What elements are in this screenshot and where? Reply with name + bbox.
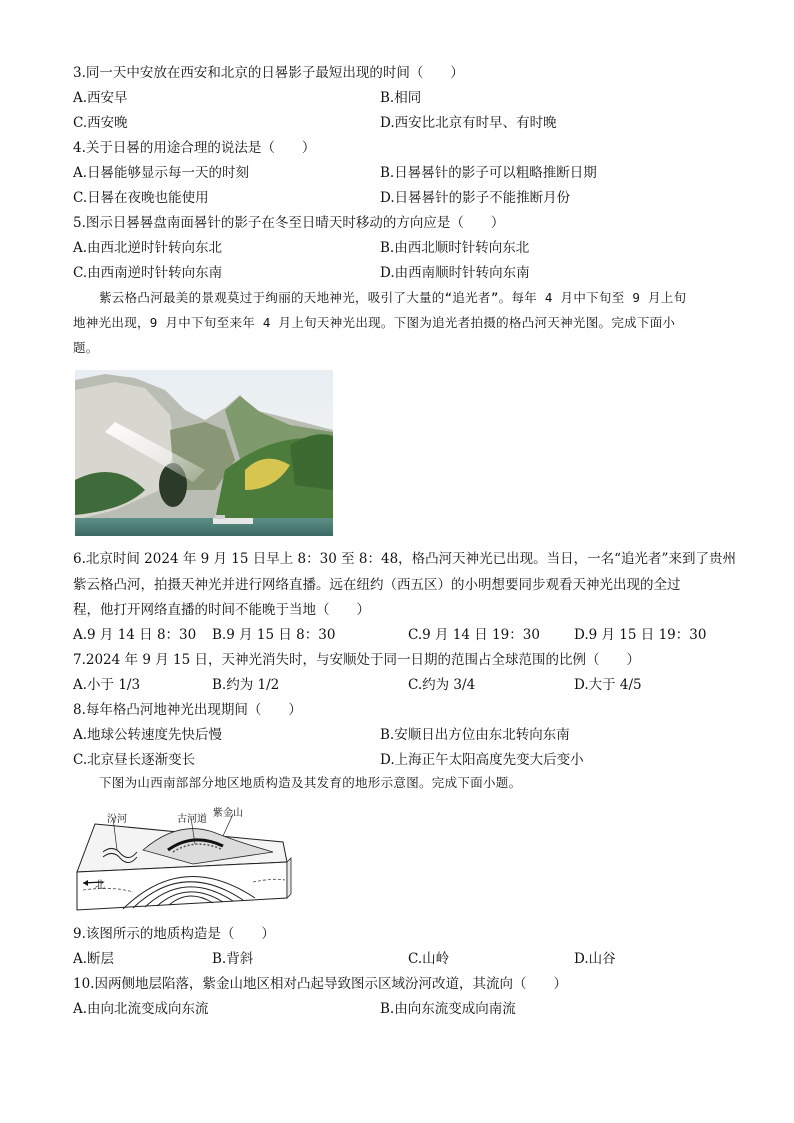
question-4-option-b: B.日晷晷针的影子可以粗略推断日期 [380, 165, 597, 181]
question-3-stem: 3.同一天中安放在西安和北京的日晷影子最短出现的时间（ ） [73, 65, 464, 81]
passage-shanxi [73, 770, 723, 795]
question-6-stem-line-1: 6.北京时间 2024 年 9 月 15 日早上 8：30 至 8：48，格凸河天神光已出现。当日，一名“追光者”来到了贵州 [73, 551, 736, 567]
question-3-option-b: B.相同 [380, 90, 422, 106]
passage-line-3: 题。 [73, 340, 99, 355]
question-4-option-d: D.日晷晷针的影子不能推断月份 [380, 190, 571, 206]
question-6-stem-line-2: 紫云格凸河，拍摄天神光并进行网络直播。远在纽约（西五区）的小明想要同步观看天神光出现的全过 [73, 577, 681, 593]
passage-line-1: 紫云格凸河最美的景观莫过于绚丽的天地神光，吸引了大量的“追光者”。每年 4 月中下旬至 9 月上旬 [99, 290, 687, 305]
question-9-stem: 9.该图所示的地质构造是（ ） [73, 926, 275, 942]
question-5-option-b: B.由西北顺时针转向东北 [380, 240, 530, 256]
question-8-option-d: D.上海正午太阳高度先变大后变小 [380, 752, 584, 768]
question-7-option-c: C.约为 3/4 [408, 677, 476, 693]
question-5-option-a: A.由西北逆时针转向东北 [73, 240, 223, 256]
label-north: 北 [95, 880, 105, 891]
question-10-option-b: B.由向东流变成向南流 [380, 1001, 516, 1017]
question-4-stem: 4.关于日晷的用途合理的说法是（ ） [73, 140, 316, 156]
getu-river-photo [75, 370, 333, 536]
label-zijin-mountain: 紫金山 [213, 808, 243, 819]
question-5-option-c: C.由西南逆时针转向东南 [73, 265, 223, 281]
question-6-option-b: B.9 月 15 日 8：30 [212, 627, 336, 643]
question-9-option-c: C.山岭 [408, 951, 450, 967]
geology-block-diagram [73, 802, 293, 914]
question-5-option-d: D.由西南顺时针转向东南 [380, 265, 530, 281]
question-7-option-b: B.约为 1/2 [212, 677, 280, 693]
question-3-option-c: C.西安晚 [73, 115, 128, 131]
question-5-stem: 5.图示日晷晷盘南面晷针的影子在冬至日晴天时移动的方向应是（ ） [73, 215, 505, 231]
label-ancient-river-channel: 古河道 [177, 814, 207, 825]
question-7-stem: 7.2024 年 9 月 15 日，天神光消失时，与安顺处于同一日期的范围占全球范围的比例（ ） [73, 652, 640, 668]
question-8-option-a: A.地球公转速度先快后慢 [73, 727, 223, 743]
passage-shanxi-text: 下图为山西南部部分地区地质构造及其发育的地形示意图。完成下面小题。 [99, 775, 522, 790]
question-4-option-a: A.日晷能够显示每一天的时刻 [73, 165, 250, 181]
question-9-option-b: B.背斜 [212, 951, 254, 967]
question-3-option-d: D.西安比北京有时早、有时晚 [380, 115, 557, 131]
question-3-option-a: A.西安早 [73, 90, 128, 106]
question-6-stem-line-3: 程，他打开网络直播的时间不能晚于当地（ ） [73, 602, 370, 618]
question-8-option-c: C.北京昼长逐渐变长 [73, 752, 196, 768]
question-4-option-c: C.日晷在夜晚也能使用 [73, 190, 209, 206]
question-10-stem: 10.因两侧地层陷落，紫金山地区相对凸起导致图示区域汾河改道，其流向（ ） [73, 976, 567, 992]
question-9-option-d: D.山谷 [574, 951, 616, 967]
question-6-option-c: C.9 月 14 日 19：30 [408, 627, 540, 643]
question-9-option-a: A.断层 [73, 951, 115, 967]
question-7-option-d: D.大于 4/5 [574, 677, 642, 693]
question-6-option-a: A.9 月 14 日 8：30 [73, 627, 197, 643]
question-8-stem: 8.每年格凸河地神光出现期间（ ） [73, 702, 302, 718]
question-8-option-b: B.安顺日出方位由东北转向东南 [380, 727, 570, 743]
question-6-option-d: D.9 月 15 日 19：30 [574, 627, 707, 643]
passage-line-2: 地神光出现，9 月中下旬至来年 4 月上旬天神光出现。下图为追光者拍摄的格凸河天神光图。完成下面小 [73, 315, 676, 330]
label-fen-river: 汾河 [107, 814, 127, 825]
passage-getuhe [73, 285, 723, 360]
question-7-option-a: A.小于 1/3 [73, 677, 141, 693]
question-10-option-a: A.由向北流变成向东流 [73, 1001, 209, 1017]
